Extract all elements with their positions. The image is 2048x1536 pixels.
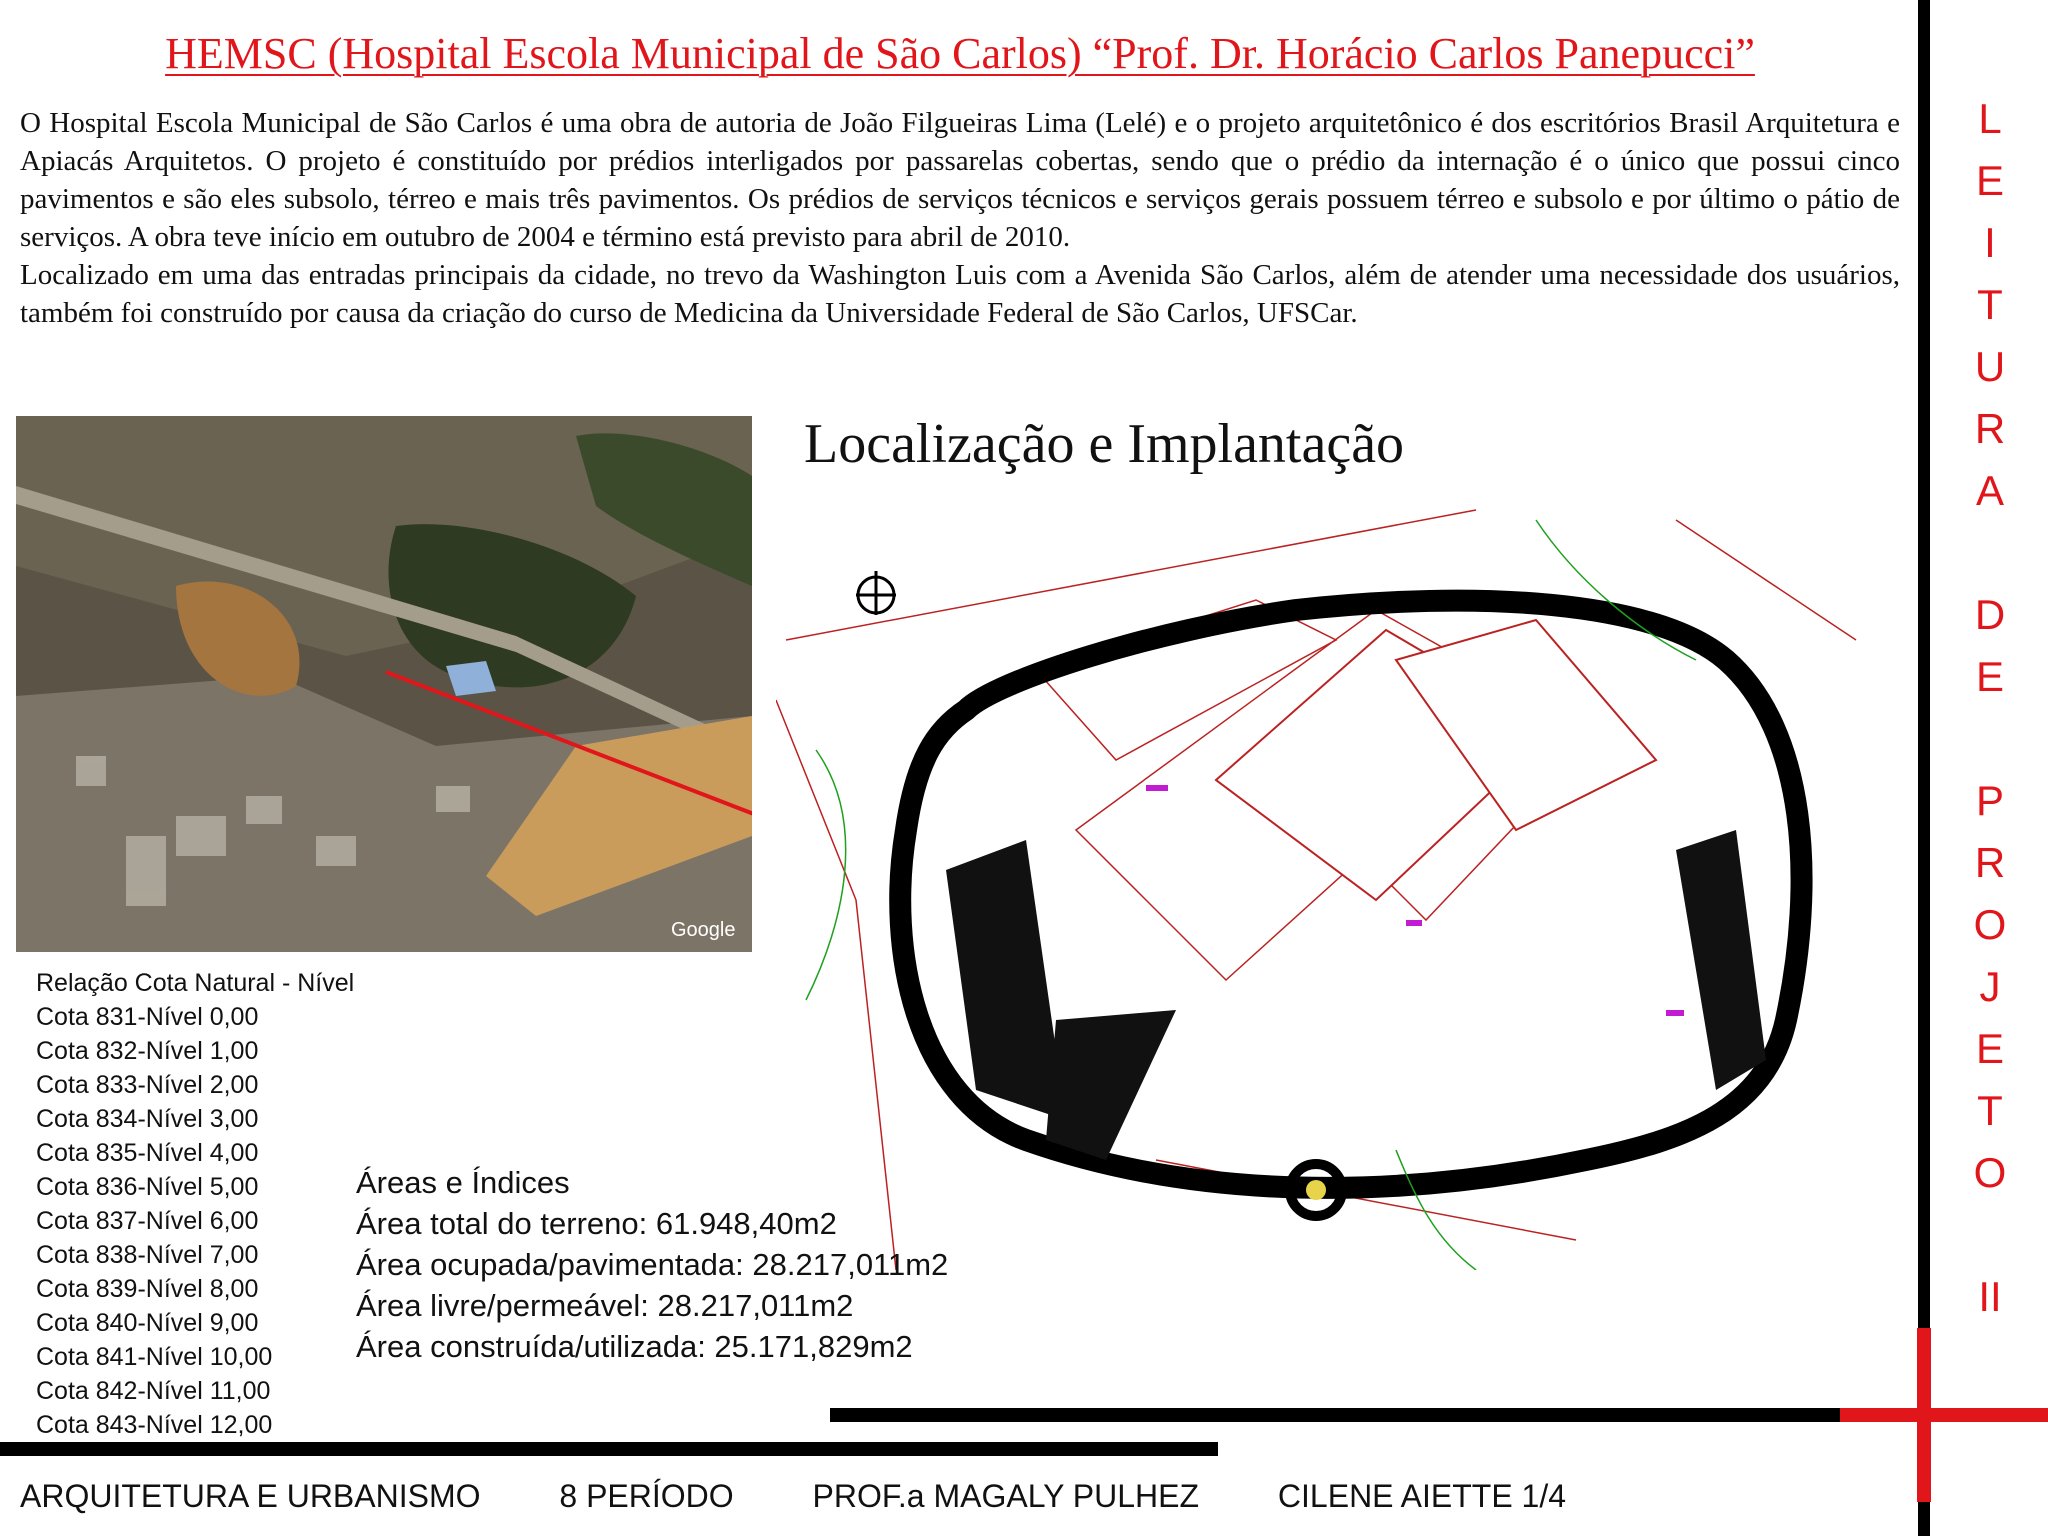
side-letter: O (1973, 901, 2007, 948)
area-livre: Área livre/permeável: 28.217,011m2 (356, 1288, 854, 1323)
list-item: Cota 836-Nível 5,00 (36, 1173, 259, 1201)
list-item: Cota 834-Nível 3,00 (36, 1105, 259, 1133)
side-letter: D (1974, 591, 2006, 638)
side-vertical-title (1960, 88, 2020, 1328)
footer (20, 1478, 1940, 1515)
list-item: Cota 835-Nível 4,00 (36, 1139, 259, 1167)
side-letter: A (1975, 467, 2004, 514)
frame-vertical-black (1918, 0, 1930, 1536)
side-letter (1960, 1204, 2020, 1266)
intro-text (20, 104, 1900, 332)
cota-heading: Relação Cota Natural - Nível (36, 969, 355, 997)
side-letter: U (1974, 343, 2006, 390)
footer-course: ARQUITETURA E URBANISMO (20, 1478, 481, 1514)
list-item: Cota 833-Nível 2,00 (36, 1071, 259, 1099)
footer-author-page: CILENE AIETTE 1/4 (1277, 1478, 1567, 1514)
side-letter: J (1979, 963, 2001, 1010)
list-item: Cota 838-Nível 7,00 (36, 1241, 259, 1269)
list-item: Cota 840-Nível 9,00 (36, 1309, 259, 1337)
side-letter: R (1974, 839, 2006, 886)
side-letter: E (1975, 653, 2004, 700)
list-item: Cota 842-Nível 11,00 (36, 1377, 271, 1405)
list-item: Cota 843-Nível 12,00 (36, 1411, 273, 1439)
side-letter: L (1978, 95, 2002, 142)
side-letter: P (1975, 777, 2004, 824)
footer-professor: PROF.a MAGALY PULHEZ (812, 1478, 1200, 1514)
areas-indices (356, 1162, 948, 1367)
list-item: Cota 841-Nível 10,00 (36, 1343, 273, 1371)
areas-heading: Áreas e Índices (356, 1165, 570, 1200)
list-item: Cota 832-Nível 1,00 (36, 1037, 259, 1065)
footer-period: 8 PERÍODO (559, 1478, 734, 1514)
north-arrow-icon (856, 571, 896, 615)
side-letter: I (1984, 219, 1996, 266)
intro-paragraph-1: O Hospital Escola Municipal de São Carlos é uma obra de autoria de João Filgueiras Lima (Lelé) e o projeto arquitetônico é dos escritórios Brasil Arquitetura e Apiacás Arquitetos. O projeto é constituído por prédios interligados por passarelas cobertas, sendo que o prédio da internação é o único que possui cinco pavimentos e são eles subsolo, térreo e mais três pavimentos. Os prédios de serviços técnicos e serviços gerais possuem térreo e subsolo e por último o pátio de serviços. A obra teve início em outubro de 2004 e término está previsto para abril de 2010. (20, 107, 1900, 253)
area-total: Área total do terreno: 61.948,40m2 (356, 1206, 837, 1241)
list-item: Cota 837-Nível 6,00 (36, 1207, 259, 1235)
cota-level-list (36, 966, 354, 1442)
side-letter: O (1973, 1149, 2007, 1196)
site-plan (776, 500, 1888, 1270)
frame-horizontal-red (1840, 1408, 2048, 1422)
page-title: HEMSC (Hospital Escola Municipal de São Carlos) “Prof. Dr. Horácio Carlos Panepucci” (165, 29, 1755, 78)
area-ocupada: Área ocupada/pavimentada: 28.217,011m2 (356, 1247, 949, 1282)
location-title: Localização e Implantação (804, 413, 1405, 475)
frame-horizontal-black-left (0, 1442, 1218, 1456)
list-item: Cota 831-Nível 0,00 (36, 1003, 259, 1031)
frame-horizontal-black-right (830, 1408, 1840, 1422)
google-watermark: Google (671, 919, 736, 941)
side-letter: T (1977, 1087, 2003, 1134)
side-letter (1960, 522, 2020, 584)
side-letter: E (1975, 157, 2004, 204)
side-letter: E (1975, 1025, 2004, 1072)
list-item: Cota 839-Nível 8,00 (36, 1275, 259, 1303)
side-letter (1960, 708, 2020, 770)
aerial-photo (16, 416, 752, 952)
intro-paragraph-2: Localizado em uma das entradas principais da cidade, no trevo da Washington Luis com a Avenida São Carlos, além de atender uma necessidade dos usuários, também foi construído por causa da criação do curso de Medicina da Universidade Federal de São Carlos, UFSCar. (20, 259, 1900, 329)
side-letter: R (1974, 405, 2006, 452)
side-letter: II (1978, 1273, 2002, 1320)
side-letter: T (1977, 281, 2003, 328)
area-construida: Área construída/utilizada: 25.171,829m2 (356, 1329, 913, 1364)
